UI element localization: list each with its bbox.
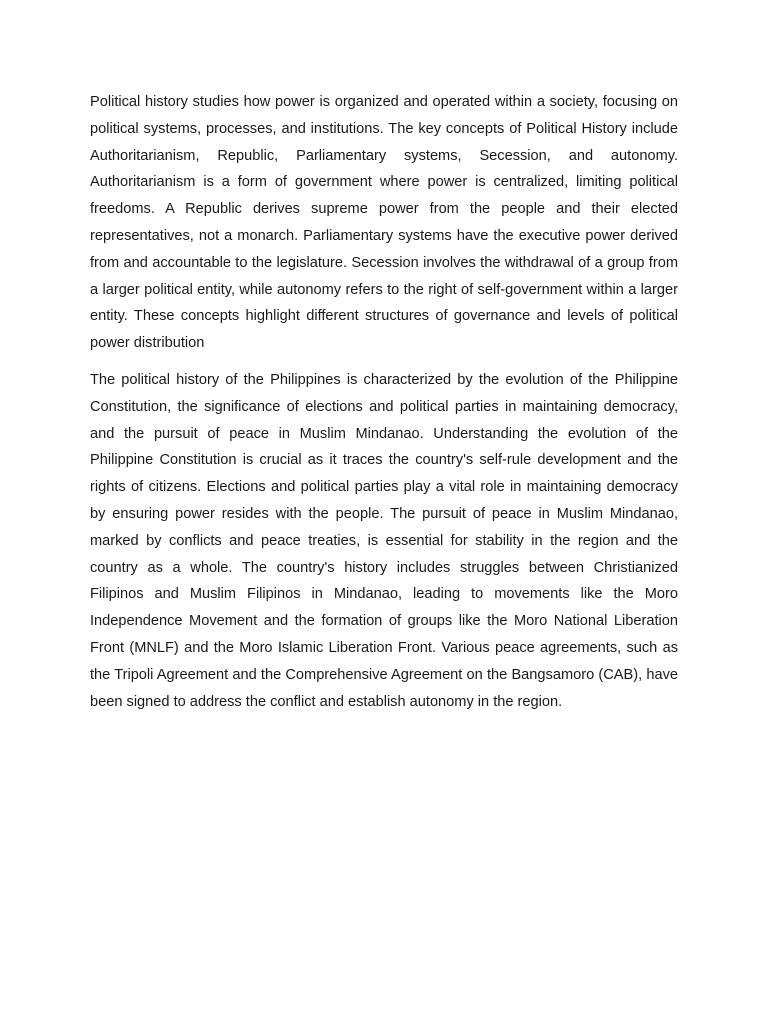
document-body [90, 89, 678, 725]
paragraph-philippines-history: The political history of the Philippines is characterized by the evolution of the Philippine Constitution, the significance of elections and political parties in maintaining democracy, and the pursuit of peace in Muslim Mindanao. Understanding the evolution of the Philippine Constitution is crucial as it traces the country's self-rule development and the rights of citizens. Elections and political parties play a vital role in maintaining democracy by ensuring power resides with the people. The pursuit of peace in Muslim Mindanao, marked by conflicts and peace treaties, is essential for stability in the region and the country as a whole. The country's history includes struggles between Christianized Filipinos and Muslim Filipinos in Mindanao, leading to movements like the Moro Independence Movement and the formation of groups like the Moro National Liberation Front (MNLF) and the Moro Islamic Liberation Front. Various peace agreements, such as the Tripoli Agreement and the Comprehensive Agreement on the Bangsamoro (CAB), have been signed to address the conflict and establish autonomy in the region. [90, 371, 678, 710]
paragraph-political-history: Political history studies how power is organized and operated within a society, focusing on political systems, processes, and institutions. The key concepts of Political History include Authoritarianism, Republic, Parliamentary systems, Secession, and autonomy. Authoritarianism is a form of government where power is centralized, limiting political freedoms. A Republic derives supreme power from the people and their elected representatives, not a monarch. Parliamentary systems have the executive power derived from and accountable to the legislature. Secession involves the withdrawal of a group from a larger political entity, while autonomy refers to the right of self-government within a larger entity. These concepts highlight different structures of governance and levels of political power distribution [90, 94, 678, 352]
